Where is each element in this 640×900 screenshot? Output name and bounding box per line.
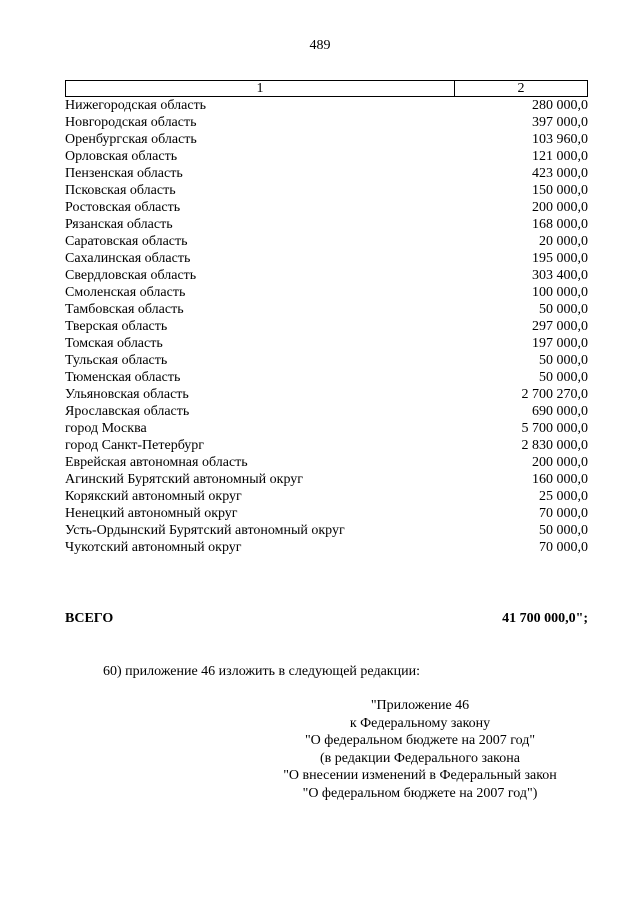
appendix-line: (в редакции Федерального закона <box>320 750 520 766</box>
region-amount: 20 000,0 <box>539 234 588 249</box>
region-name: Оренбургская область <box>65 132 197 147</box>
region-name: Свердловская область <box>65 268 197 283</box>
table-row <box>65 284 588 301</box>
region-amount: 423 000,0 <box>532 166 588 181</box>
region-name: Агинский Бурятский автономный округ <box>65 472 303 487</box>
region-name: Корякский автономный округ <box>65 489 242 504</box>
table-header <box>65 80 588 97</box>
region-amount: 50 000,0 <box>539 353 588 368</box>
region-amount: 2 830 000,0 <box>521 438 588 453</box>
table-row <box>65 131 588 148</box>
table-row <box>65 182 588 199</box>
table-row <box>65 301 588 318</box>
table-row <box>65 505 588 522</box>
table-row <box>65 318 588 335</box>
table-row <box>65 437 588 454</box>
appendix-line: "О федеральном бюджете на 2007 год" <box>304 733 536 748</box>
page-number: 489 <box>309 38 331 53</box>
column-header-2: 2 <box>517 81 525 96</box>
table-row <box>65 335 588 352</box>
budget-table <box>65 80 588 556</box>
amendment-instruction: 60) приложение 46 изложить в следующей редакции: <box>103 664 420 679</box>
column-header-1: 1 <box>66 81 455 96</box>
region-name: Чукотский автономный округ <box>65 540 242 555</box>
region-amount: 50 000,0 <box>539 370 588 385</box>
appendix-line: "Приложение 46 <box>370 698 470 713</box>
table-row <box>65 199 588 216</box>
region-name: Тамбовская область <box>65 302 184 317</box>
region-amount: 5 700 000,0 <box>521 421 588 436</box>
region-amount: 121 000,0 <box>532 149 588 164</box>
region-name: Тверская область <box>65 319 168 334</box>
region-name: Томская область <box>65 336 163 351</box>
table-row <box>65 165 588 182</box>
region-amount: 690 000,0 <box>532 404 588 419</box>
region-amount: 297 000,0 <box>532 319 588 334</box>
region-amount: 200 000,0 <box>532 455 588 470</box>
region-name: Ульяновская область <box>65 387 189 402</box>
region-name: Ярославская область <box>65 404 190 419</box>
region-name: Усть-Ордынский Бурятский автономный округ <box>65 523 345 538</box>
region-amount: 70 000,0 <box>539 506 588 521</box>
appendix-line: "О внесении изменений в Федеральный закон <box>283 768 557 783</box>
appendix-line: "О федеральном бюджете на 2007 год") <box>302 785 538 801</box>
table-row <box>65 250 588 267</box>
table-row <box>65 386 588 403</box>
region-amount: 2 700 270,0 <box>521 387 588 402</box>
region-name: Смоленская область <box>65 285 186 300</box>
table-row <box>65 369 588 386</box>
region-amount: 397 000,0 <box>532 115 588 130</box>
table-row <box>65 454 588 471</box>
region-name: Ростовская область <box>65 200 181 215</box>
region-amount: 50 000,0 <box>539 302 588 317</box>
table-row <box>65 522 588 539</box>
region-amount: 195 000,0 <box>532 251 588 266</box>
table-body <box>65 97 588 556</box>
region-name: город Санкт-Петербург <box>65 438 205 453</box>
table-row <box>65 420 588 437</box>
region-name: Пензенская область <box>65 166 183 181</box>
total-row <box>65 611 588 627</box>
region-name: Псковская область <box>65 183 176 198</box>
table-row <box>65 233 588 250</box>
region-amount: 160 000,0 <box>532 472 588 487</box>
region-amount: 280 000,0 <box>532 98 588 113</box>
total-label: ВСЕГО <box>65 611 114 626</box>
region-name: Рязанская область <box>65 217 173 232</box>
region-name: Новгородская область <box>65 115 197 130</box>
region-name: Тульская область <box>65 353 168 368</box>
table-row <box>65 267 588 284</box>
region-name: город Москва <box>65 421 147 436</box>
region-name: Нижегородская область <box>65 98 207 113</box>
region-amount: 100 000,0 <box>532 285 588 300</box>
region-amount: 200 000,0 <box>532 200 588 215</box>
region-name: Саратовская область <box>65 234 188 249</box>
region-amount: 103 960,0 <box>532 132 588 147</box>
table-row <box>65 488 588 505</box>
region-name: Еврейская автономная область <box>65 455 248 470</box>
table-row <box>65 352 588 369</box>
table-row <box>65 97 588 114</box>
region-amount: 150 000,0 <box>532 183 588 198</box>
region-name: Сахалинская область <box>65 251 191 266</box>
region-amount: 50 000,0 <box>539 523 588 538</box>
table-row <box>65 114 588 131</box>
total-value: 41 700 000,0"; <box>502 611 588 626</box>
region-amount: 70 000,0 <box>539 540 588 555</box>
region-amount: 197 000,0 <box>532 336 588 351</box>
region-amount: 303 400,0 <box>532 268 588 283</box>
region-name: Ненецкий автономный округ <box>65 506 238 521</box>
table-row <box>65 403 588 420</box>
region-name: Орловская область <box>65 149 178 164</box>
appendix-heading <box>250 697 590 802</box>
appendix-line: к Федеральному закону <box>349 715 491 731</box>
region-amount: 25 000,0 <box>539 489 588 504</box>
table-row <box>65 148 588 165</box>
region-name: Тюменская область <box>65 370 181 385</box>
table-row <box>65 471 588 488</box>
table-row <box>65 539 588 556</box>
table-row <box>65 216 588 233</box>
region-amount: 168 000,0 <box>532 217 588 232</box>
